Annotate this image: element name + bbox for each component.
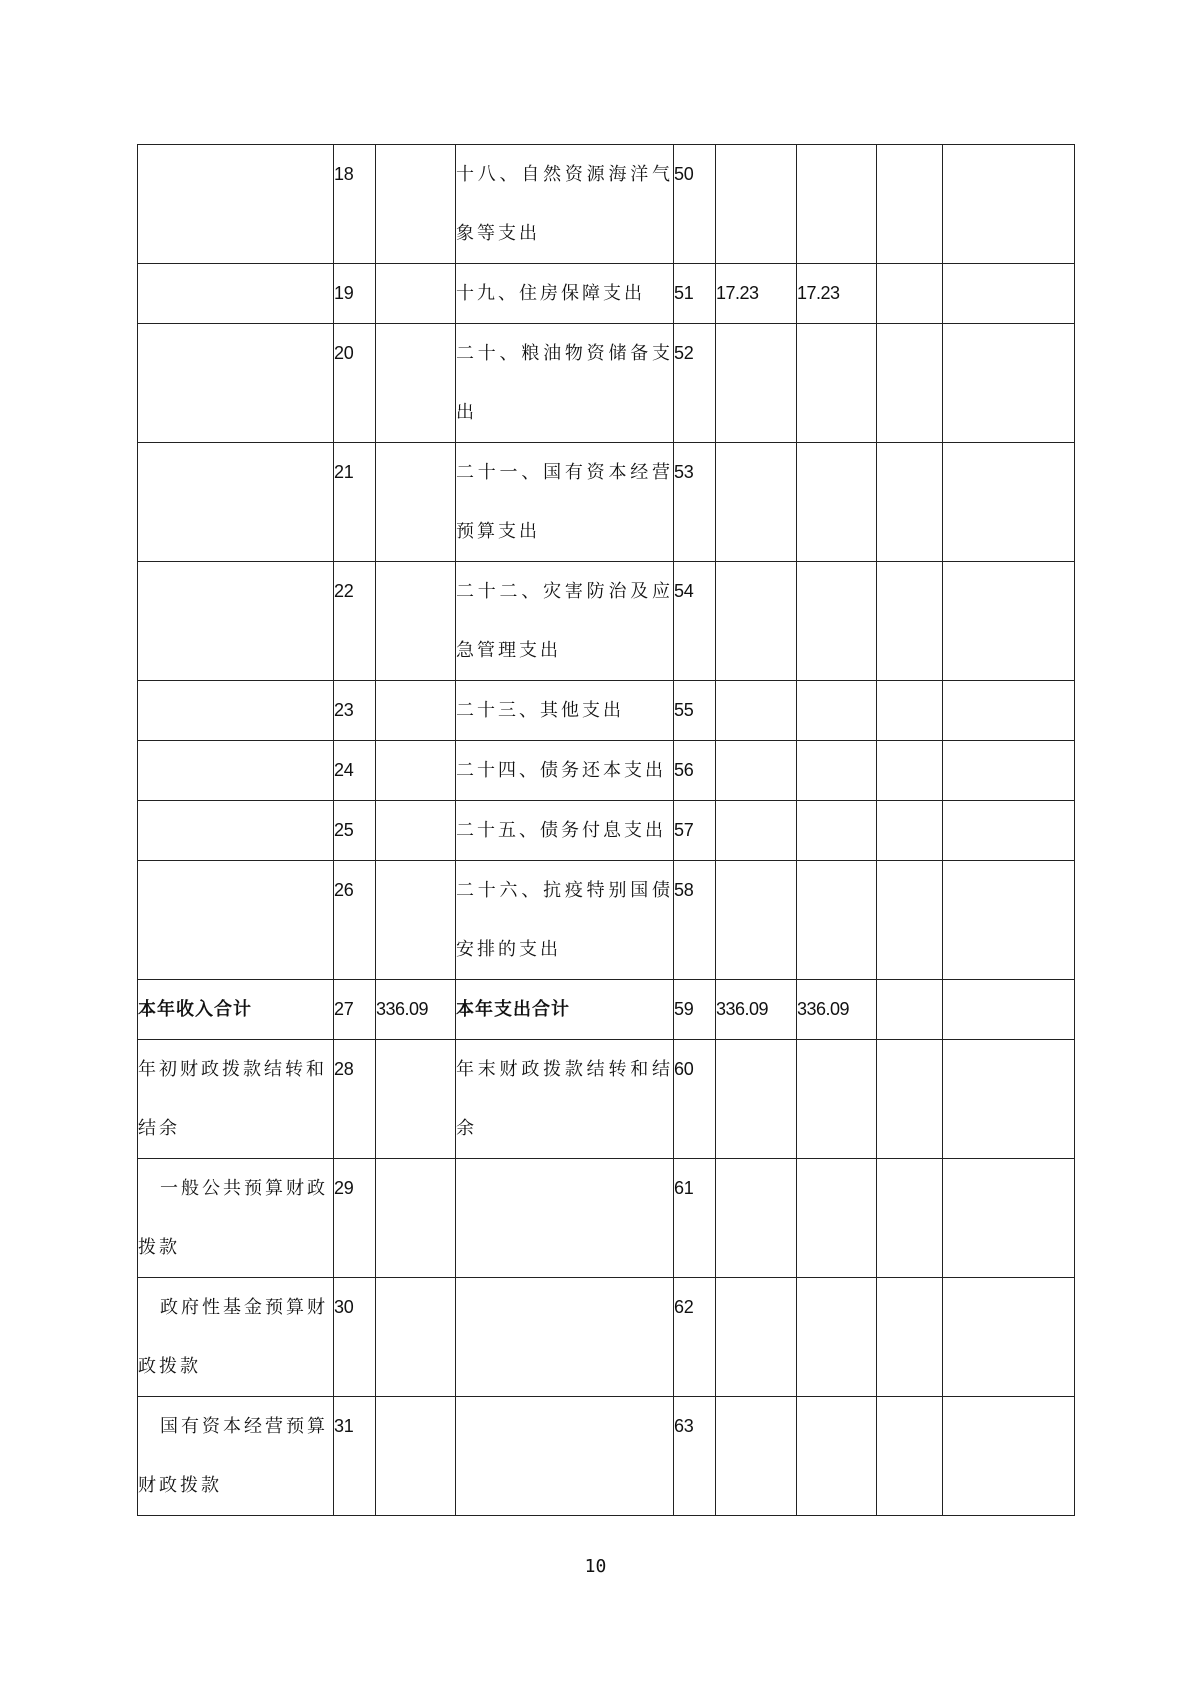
expense-item: 十九、住房保障支出	[456, 264, 674, 324]
expense-line-no: 63	[674, 1397, 716, 1516]
amount-col-4	[943, 145, 1075, 264]
income-line-no: 28	[334, 1040, 376, 1159]
income-amount	[376, 1159, 456, 1278]
amount-col-1: 336.09	[716, 980, 797, 1040]
income-item: 年初财政拨款结转和结余	[138, 1040, 334, 1159]
amount-col-1	[716, 681, 797, 741]
income-total-label: 本年收入合计	[138, 980, 334, 1040]
amount-col-1	[716, 1159, 797, 1278]
income-amount	[376, 861, 456, 980]
table-row	[138, 1040, 1075, 1159]
amount-col-2: 17.23	[797, 264, 877, 324]
amount-col-1	[716, 1397, 797, 1516]
amount-col-2	[797, 145, 877, 264]
amount-col-3	[877, 562, 943, 681]
amount-col-4	[943, 1040, 1075, 1159]
income-amount	[376, 801, 456, 861]
amount-col-4	[943, 1397, 1075, 1516]
income-item: 一般公共预算财政拨款	[138, 1159, 334, 1278]
income-line-no: 24	[334, 741, 376, 801]
amount-col-2	[797, 1040, 877, 1159]
total-row	[138, 980, 1075, 1040]
expense-item: 二十一、国有资本经营预算支出	[456, 443, 674, 562]
amount-col-3	[877, 443, 943, 562]
expense-line-no: 53	[674, 443, 716, 562]
income-amount	[376, 562, 456, 681]
amount-col-2	[797, 801, 877, 861]
income-item	[138, 861, 334, 980]
expense-line-no: 54	[674, 562, 716, 681]
income-line-no: 22	[334, 562, 376, 681]
expense-item: 二十六、抗疫特别国债安排的支出	[456, 861, 674, 980]
expense-item	[456, 1278, 674, 1397]
income-line-no: 19	[334, 264, 376, 324]
expense-line-no: 61	[674, 1159, 716, 1278]
expense-line-no: 57	[674, 801, 716, 861]
expense-line-no: 59	[674, 980, 716, 1040]
amount-col-3	[877, 1278, 943, 1397]
amount-col-1	[716, 801, 797, 861]
amount-col-1	[716, 145, 797, 264]
expense-line-no: 50	[674, 145, 716, 264]
expense-item: 二十四、债务还本支出	[456, 741, 674, 801]
amount-col-2	[797, 562, 877, 681]
page-number: 10	[584, 1556, 607, 1577]
expense-line-no: 58	[674, 861, 716, 980]
expense-line-no: 62	[674, 1278, 716, 1397]
expense-line-no: 52	[674, 324, 716, 443]
amount-col-2: 336.09	[797, 980, 877, 1040]
amount-col-2	[797, 741, 877, 801]
income-item	[138, 562, 334, 681]
expense-item: 二十五、债务付息支出	[456, 801, 674, 861]
amount-col-4	[943, 1159, 1075, 1278]
income-item	[138, 145, 334, 264]
expense-item	[456, 1159, 674, 1278]
expense-item: 二十、粮油物资储备支出	[456, 324, 674, 443]
amount-col-1	[716, 1278, 797, 1397]
income-line-no: 26	[334, 861, 376, 980]
income-item	[138, 264, 334, 324]
income-amount	[376, 1278, 456, 1397]
amount-col-3	[877, 145, 943, 264]
income-amount	[376, 741, 456, 801]
table-row	[138, 145, 1075, 264]
amount-col-4	[943, 980, 1075, 1040]
amount-col-1	[716, 741, 797, 801]
amount-col-4	[943, 801, 1075, 861]
income-amount	[376, 1397, 456, 1516]
amount-col-2	[797, 681, 877, 741]
amount-col-2	[797, 443, 877, 562]
income-line-no: 29	[334, 1159, 376, 1278]
amount-col-2	[797, 861, 877, 980]
expense-total-label: 本年支出合计	[456, 980, 674, 1040]
table-row	[138, 1397, 1075, 1516]
amount-col-3	[877, 980, 943, 1040]
income-amount	[376, 681, 456, 741]
income-line-no: 23	[334, 681, 376, 741]
amount-col-1: 17.23	[716, 264, 797, 324]
income-amount	[376, 443, 456, 562]
expense-item	[456, 1397, 674, 1516]
amount-col-1	[716, 324, 797, 443]
table-row	[138, 741, 1075, 801]
expense-line-no: 55	[674, 681, 716, 741]
income-item: 政府性基金预算财政拨款	[138, 1278, 334, 1397]
amount-col-4	[943, 443, 1075, 562]
table-row	[138, 1159, 1075, 1278]
income-line-no: 27	[334, 980, 376, 1040]
amount-col-2	[797, 1278, 877, 1397]
amount-col-4	[943, 741, 1075, 801]
income-amount	[376, 1040, 456, 1159]
amount-col-1	[716, 443, 797, 562]
amount-col-4	[943, 861, 1075, 980]
table-row	[138, 801, 1075, 861]
amount-col-1	[716, 1040, 797, 1159]
table-row	[138, 443, 1075, 562]
amount-col-3	[877, 741, 943, 801]
amount-col-1	[716, 562, 797, 681]
amount-col-4	[943, 562, 1075, 681]
amount-col-4	[943, 681, 1075, 741]
income-total-amount: 336.09	[376, 980, 456, 1040]
income-line-no: 20	[334, 324, 376, 443]
amount-col-1	[716, 861, 797, 980]
amount-col-2	[797, 1159, 877, 1278]
expense-item: 十八、自然资源海洋气象等支出	[456, 145, 674, 264]
expense-line-no: 56	[674, 741, 716, 801]
income-item	[138, 681, 334, 741]
amount-col-4	[943, 264, 1075, 324]
amount-col-3	[877, 681, 943, 741]
amount-col-3	[877, 801, 943, 861]
table-row	[138, 562, 1075, 681]
amount-col-3	[877, 1040, 943, 1159]
amount-col-2	[797, 1397, 877, 1516]
amount-col-2	[797, 324, 877, 443]
amount-col-3	[877, 324, 943, 443]
table-row	[138, 324, 1075, 443]
income-item: 国有资本经营预算财政拨款	[138, 1397, 334, 1516]
expense-item: 年末财政拨款结转和结余	[456, 1040, 674, 1159]
table-row	[138, 861, 1075, 980]
expense-line-no: 60	[674, 1040, 716, 1159]
income-amount	[376, 145, 456, 264]
income-line-no: 25	[334, 801, 376, 861]
budget-table	[137, 144, 1075, 1516]
income-item	[138, 443, 334, 562]
amount-col-4	[943, 1278, 1075, 1397]
income-line-no: 18	[334, 145, 376, 264]
amount-col-3	[877, 1159, 943, 1278]
expense-item: 二十三、其他支出	[456, 681, 674, 741]
income-amount	[376, 264, 456, 324]
income-item	[138, 324, 334, 443]
expense-line-no: 51	[674, 264, 716, 324]
income-item	[138, 741, 334, 801]
amount-col-3	[877, 1397, 943, 1516]
table-row	[138, 1278, 1075, 1397]
amount-col-3	[877, 861, 943, 980]
amount-col-3	[877, 264, 943, 324]
table-row	[138, 681, 1075, 741]
expense-item: 二十二、灾害防治及应急管理支出	[456, 562, 674, 681]
amount-col-4	[943, 324, 1075, 443]
income-item	[138, 801, 334, 861]
income-line-no: 21	[334, 443, 376, 562]
income-amount	[376, 324, 456, 443]
income-line-no: 31	[334, 1397, 376, 1516]
table-row	[138, 264, 1075, 324]
income-line-no: 30	[334, 1278, 376, 1397]
